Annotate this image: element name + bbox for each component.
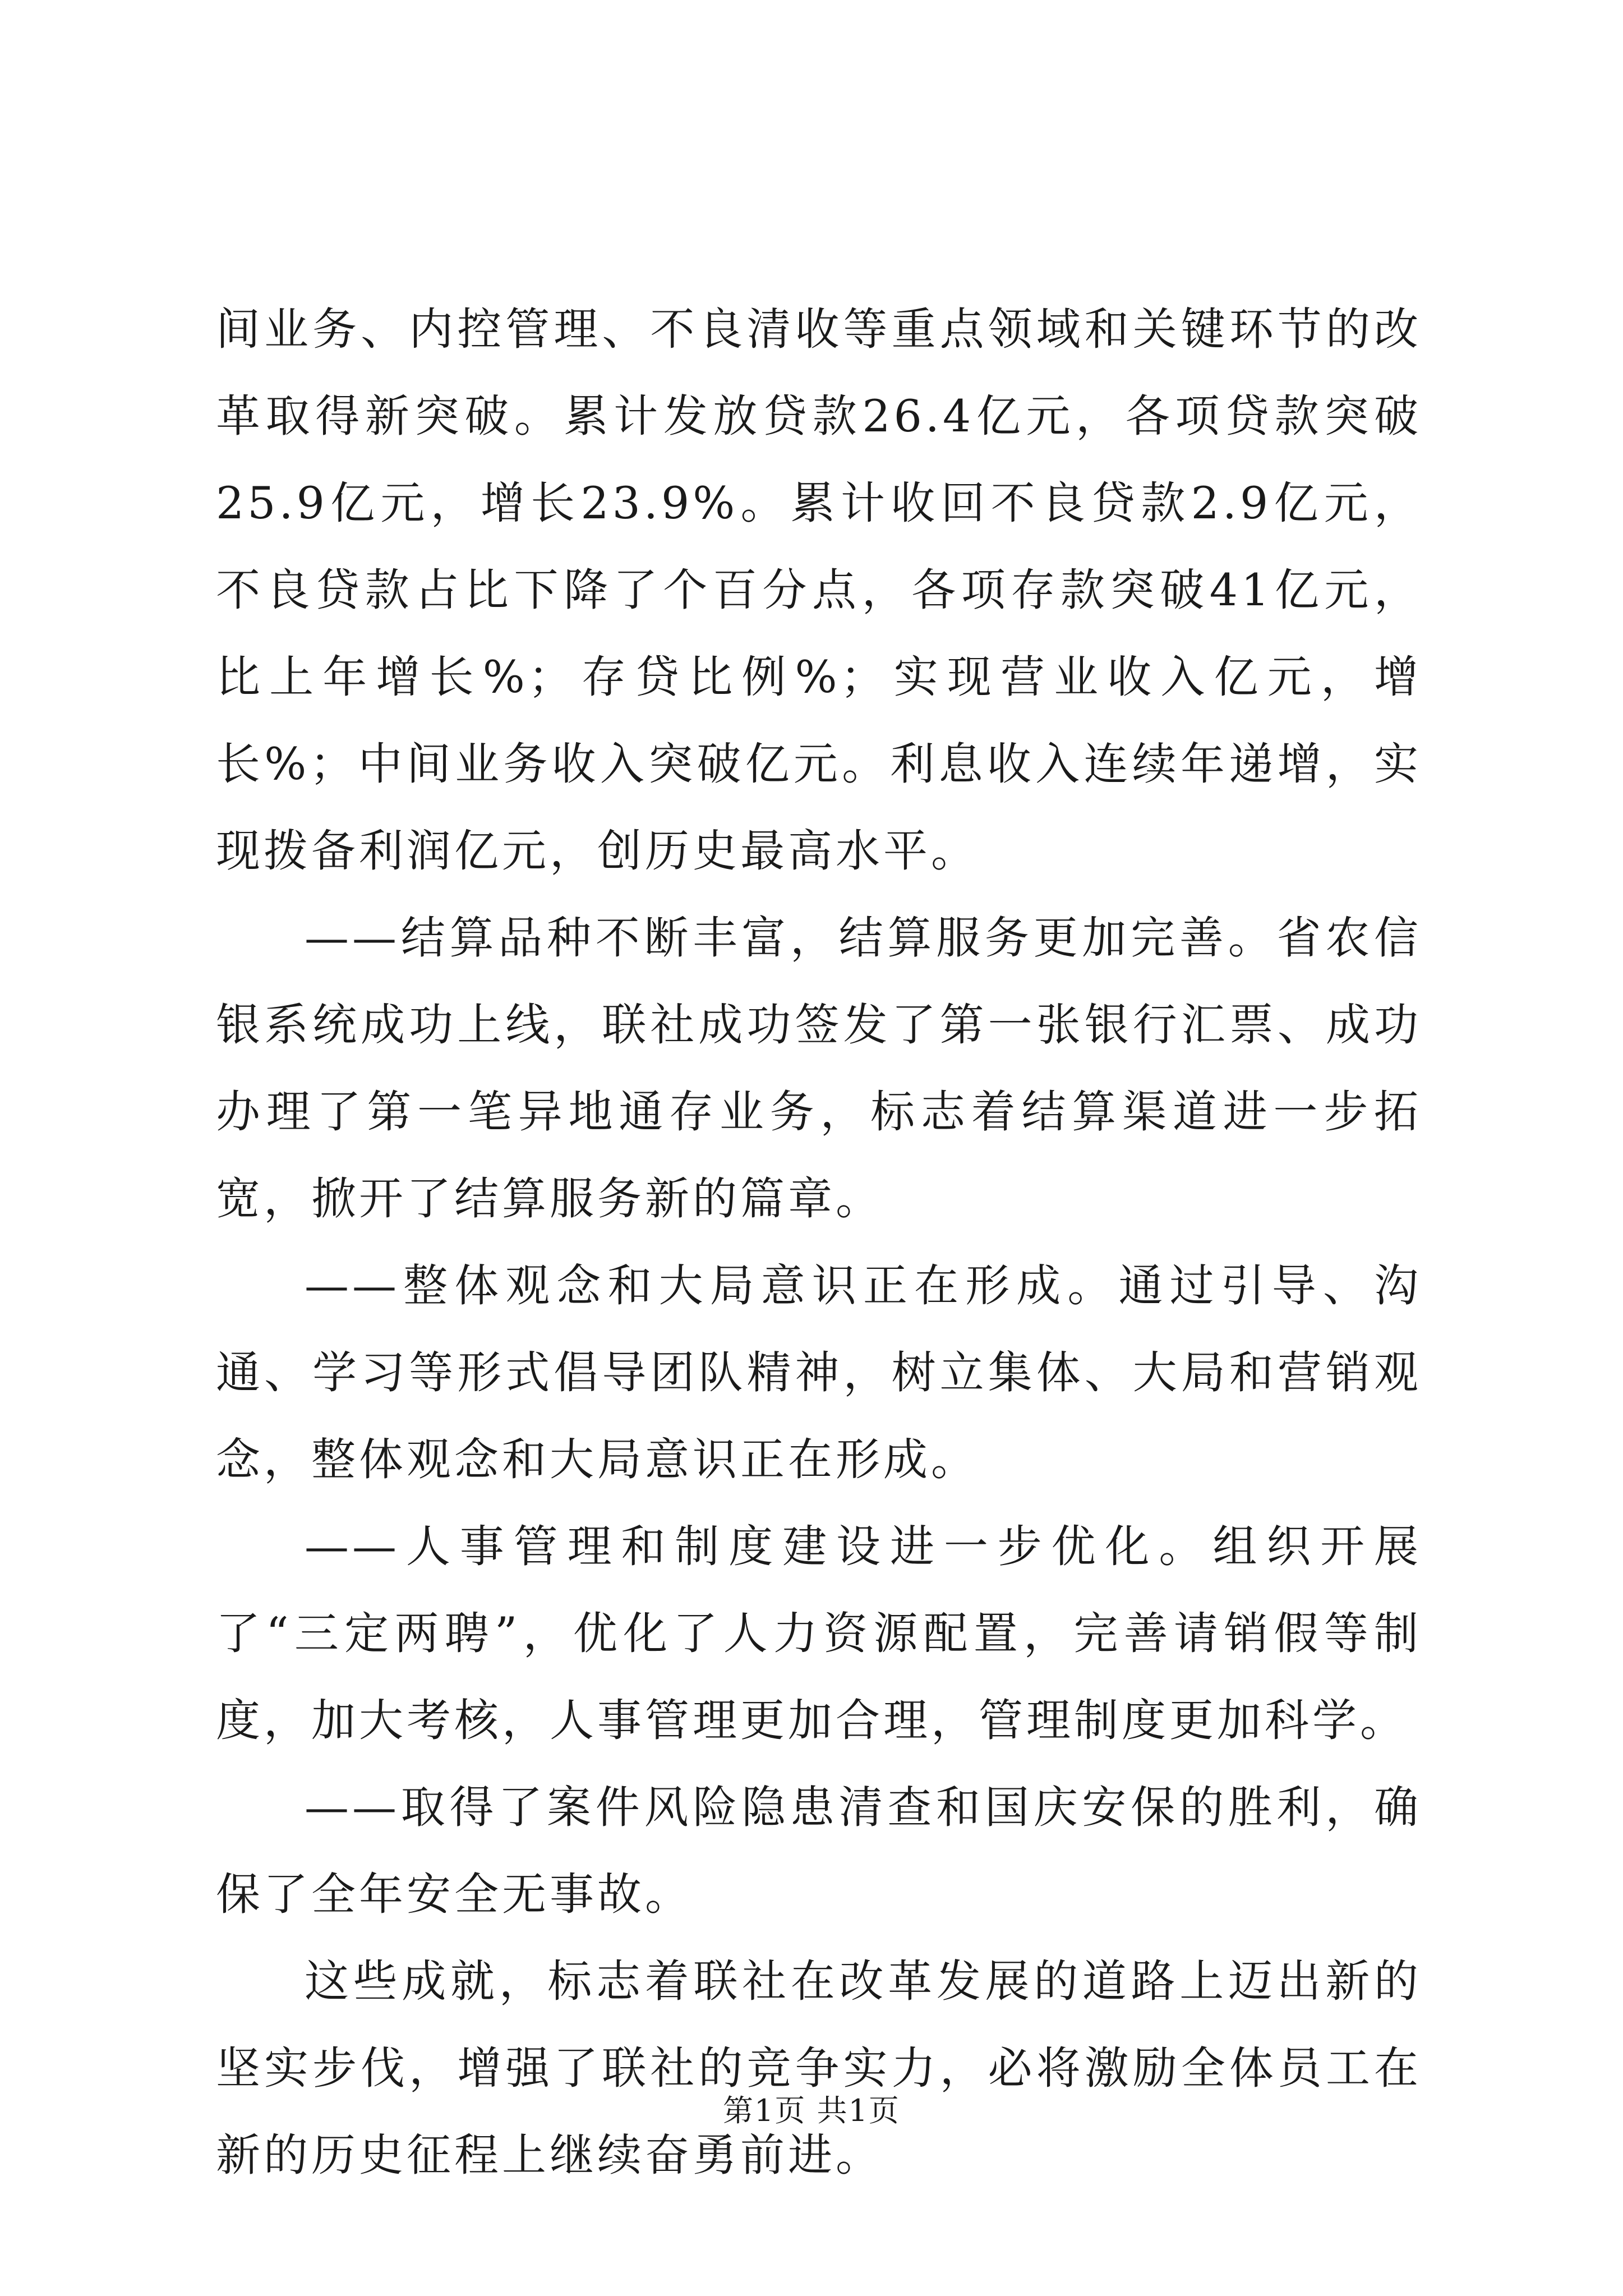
paragraph-continuation: 间业务、内控管理、不良清收等重点领域和关键环节的改革取得新突破。累计发放贷款26.4亿元，各项贷款突破25.9亿元，增长23.9%。累计收回不良贷款2.9亿元，不良贷款占比下降了个百分点，各项存款突破41亿元，比上年增长%；存贷比例%；实现营业收入亿元，增长%；中间业务收入突破亿元。利息收入连续年递增，实现拨备利润亿元，创历史最高水平。	[216, 303, 1422, 877]
paragraph-security: ——取得了案件风险隐患清查和国庆安保的胜利，确保了全年安全无事故。	[216, 1782, 1422, 1920]
page-footer: 第1页 共1页	[723, 2093, 900, 2128]
body-text	[216, 286, 1422, 2199]
paragraph-conclusion: 这些成就，标志着联社在改革发展的道路上迈出新的坚实步伐，增强了联社的竞争实力，必将激励全体员工在新的历史征程上继续奋勇前进。	[216, 1955, 1422, 2181]
paragraph-personnel: ——人事管理和制度建设进一步优化。组织开展了“三定两聘”，优化了人力资源配置，完善请销假等制度，加大考核，人事管理更加合理，管理制度更加科学。	[216, 1521, 1422, 1746]
paragraph-settlement: ——结算品种不断丰富，结算服务更加完善。省农信银系统成功上线，联社成功签发了第一张银行汇票、成功办理了第一笔异地通存业务，标志着结算渠道进一步拓宽，掀开了结算服务新的篇章。	[216, 912, 1422, 1225]
paragraph-overall-concept: ——整体观念和大局意识正在形成。通过引导、沟通、学习等形式倡导团队精神，树立集体、大局和营销观念，整体观念和大局意识正在形成。	[216, 1260, 1422, 1485]
